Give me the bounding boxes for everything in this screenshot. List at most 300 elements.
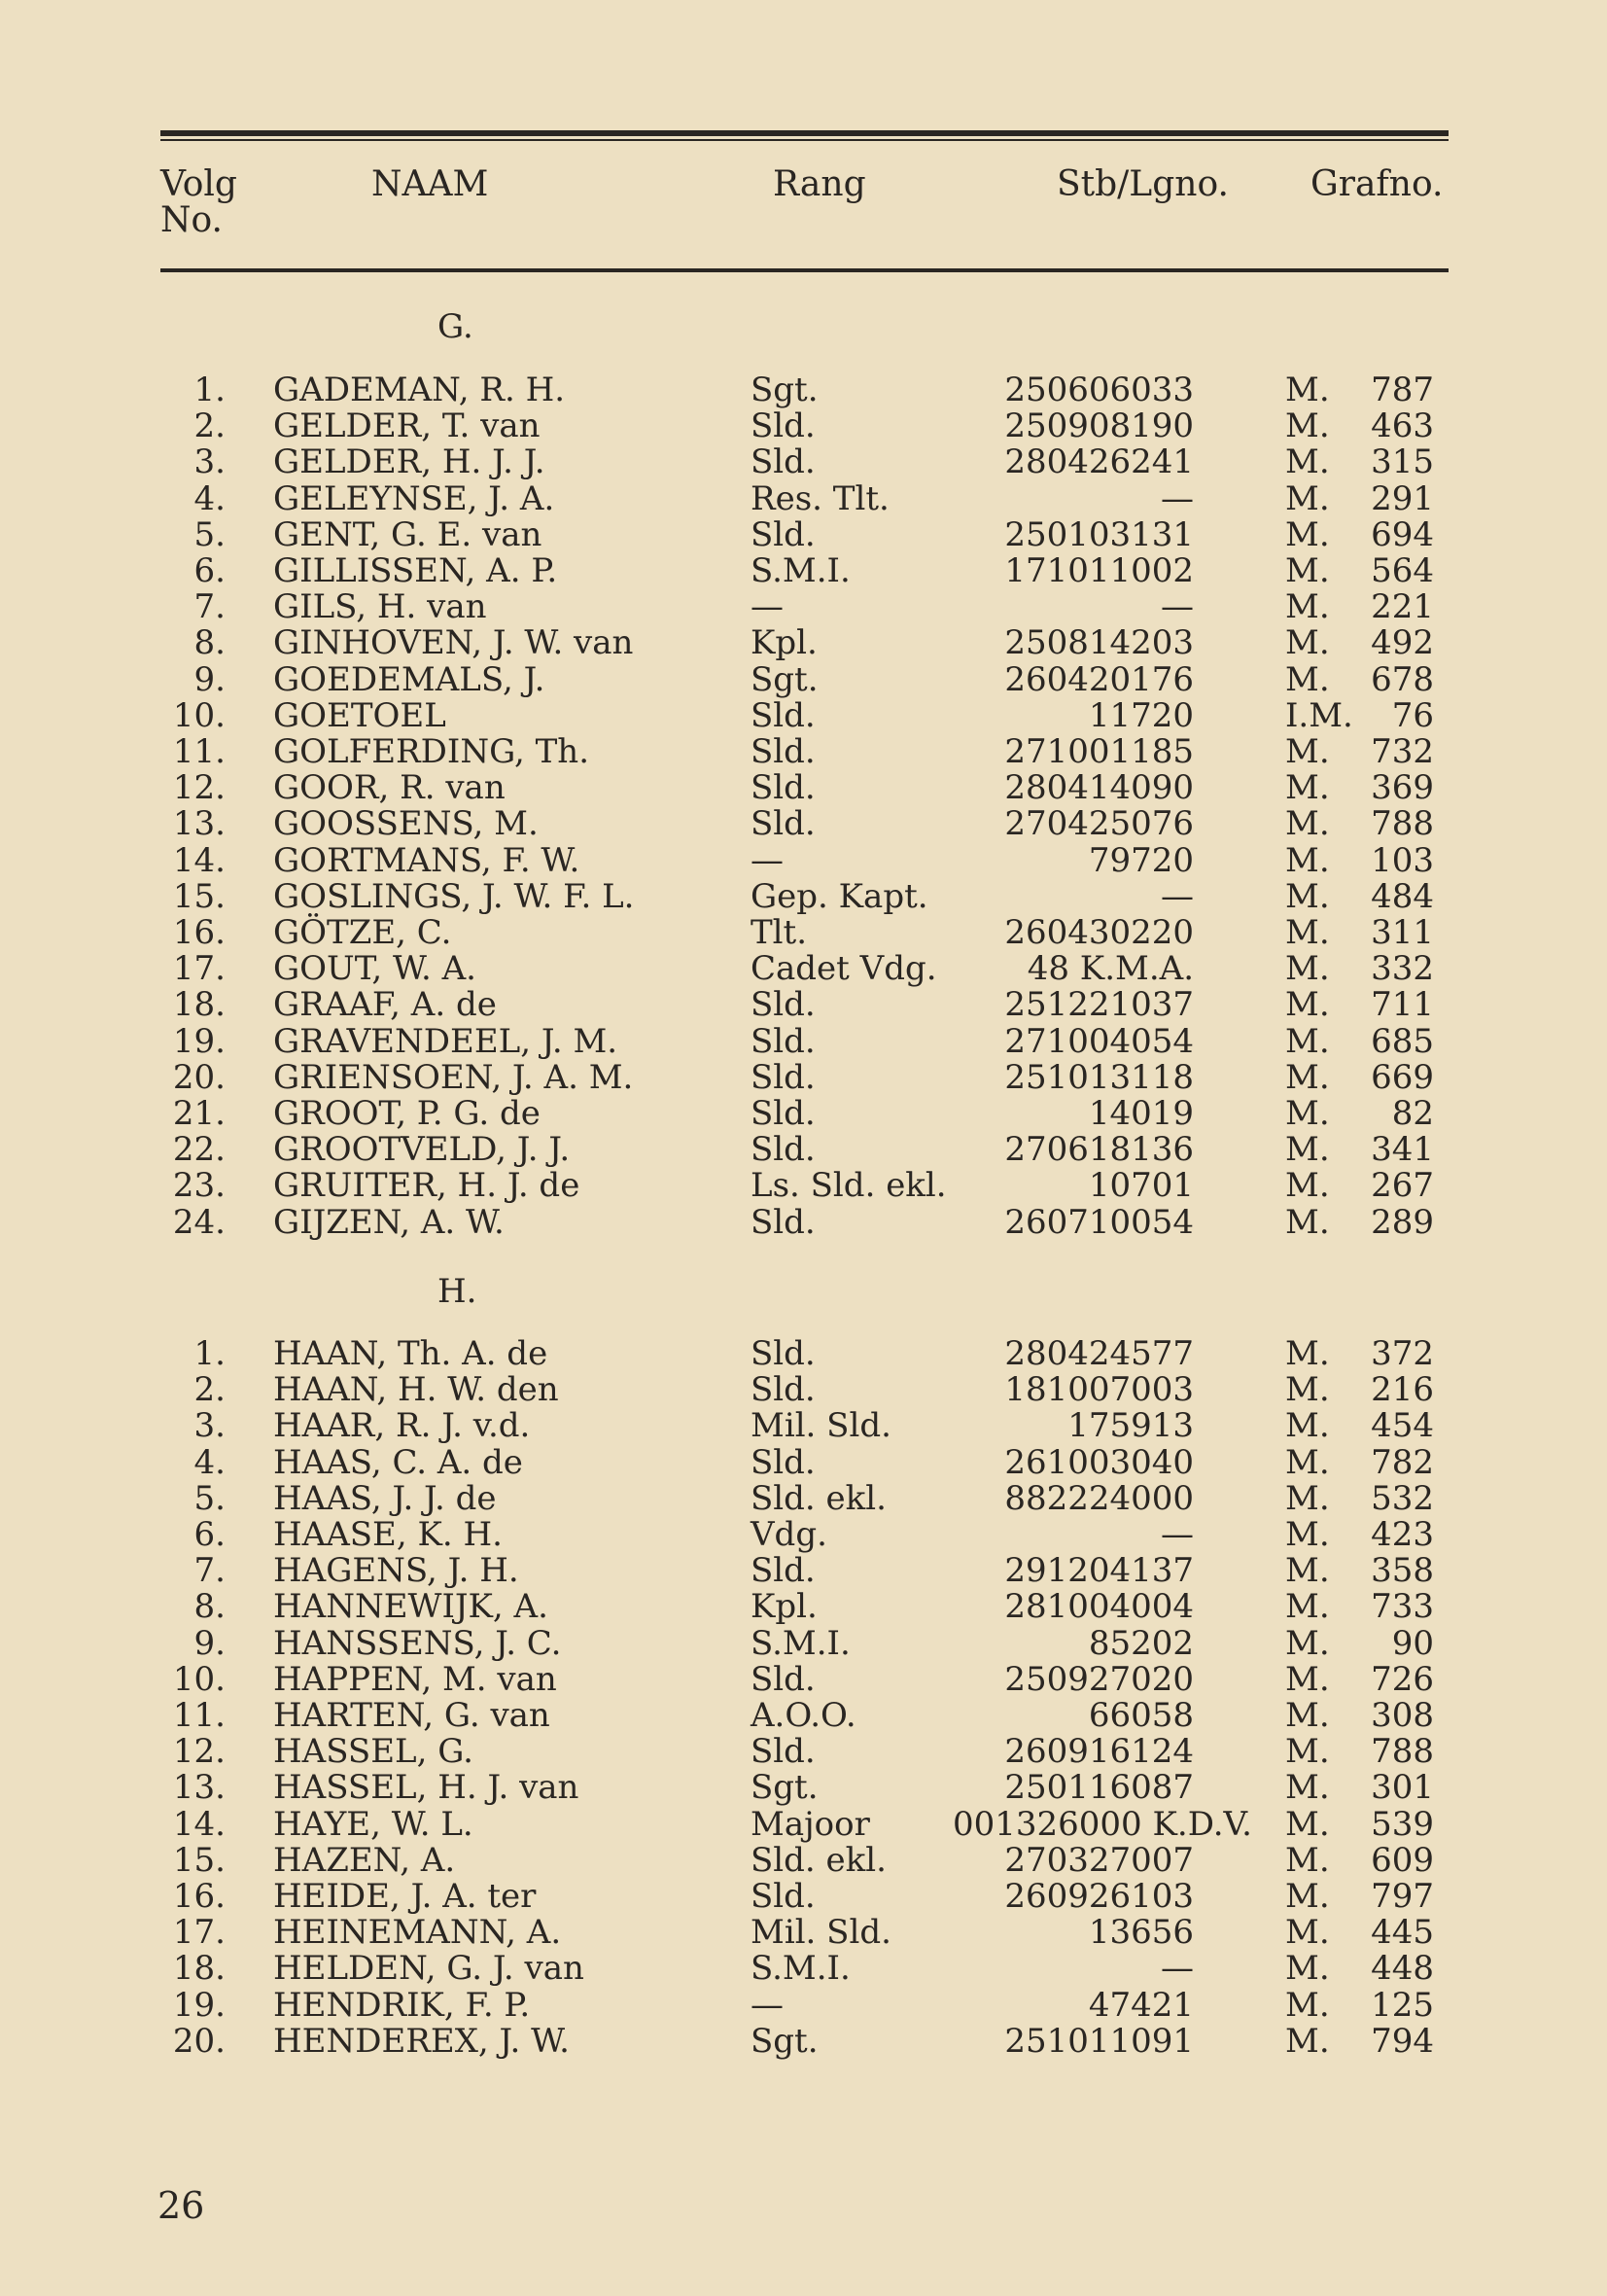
table-row [0, 1408, 1607, 1444]
cell-rang: Sld. [751, 514, 816, 554]
cell-gm: M. [1285, 1334, 1330, 1373]
cell-gn: 788 [1371, 804, 1434, 844]
cell-gm: M. [1285, 1370, 1330, 1410]
table-row [0, 1202, 1607, 1242]
cell-gn: 532 [1371, 1478, 1434, 1518]
cell-stb: 250927020 [1004, 1659, 1194, 1699]
table-row [0, 478, 1607, 518]
cell-rang: Kpl. [751, 1587, 818, 1627]
cell-no: 9. [193, 1623, 226, 1663]
cell-rang: A.O.O. [751, 1696, 856, 1735]
cell-rang: Sgt. [751, 2021, 819, 2061]
cell-gn: 315 [1371, 442, 1434, 482]
table-row [0, 915, 1607, 951]
cell-no: 13. [172, 804, 226, 844]
cell-rang: Sld. [751, 1442, 816, 1482]
cell-stb: 13656 [1088, 1913, 1194, 1953]
cell-no: 4. [193, 1442, 226, 1482]
cell-stb: — [1161, 1515, 1194, 1554]
cell-stb: 271004054 [1004, 1021, 1194, 1061]
section-heading: G. [437, 307, 473, 346]
cell-gm: M. [1285, 1623, 1330, 1663]
section-heading: H. [437, 1272, 477, 1311]
cell-no: 1. [193, 1334, 226, 1373]
cell-naam: GRUITER, H. J. de [273, 1166, 580, 1206]
cell-stb: 66058 [1088, 1696, 1194, 1735]
cell-gm: M. [1285, 1877, 1330, 1916]
cell-stb: 250103131 [1004, 514, 1194, 554]
cell-gn: 794 [1371, 2021, 1434, 2061]
cell-no: 14. [172, 840, 226, 880]
cell-rang: Sld. [751, 1370, 816, 1410]
cell-gn: 539 [1371, 1804, 1434, 1844]
table-row [0, 840, 1607, 880]
cell-gn: 733 [1371, 1587, 1434, 1627]
table-row [0, 1336, 1607, 1372]
cell-rang: Sld. [751, 768, 816, 808]
cell-rang: Sld. [751, 1094, 816, 1133]
cell-naam: GINHOVEN, J. W. van [273, 623, 634, 663]
cell-naam: HAAN, H. W. den [273, 1370, 559, 1410]
table-row [0, 1734, 1607, 1770]
cell-gn: 788 [1371, 1732, 1434, 1772]
cell-rang: S.M.I. [751, 1623, 851, 1663]
cell-no: 10. [172, 695, 226, 735]
cell-gm: M. [1285, 514, 1330, 554]
top-rule [160, 130, 1449, 141]
cell-naam: GOOSSENS, M. [273, 804, 539, 844]
cell-rang: Sld. [751, 1732, 816, 1772]
cell-gm: M. [1285, 1949, 1330, 1989]
table-row [0, 1623, 1607, 1663]
cell-stb: 250606033 [1004, 371, 1194, 409]
cell-no: 11. [172, 1696, 226, 1735]
cell-rang: — [751, 587, 784, 627]
cell-rang: Sld. [751, 406, 816, 446]
cell-no: 15. [172, 1840, 226, 1880]
cell-no: 21. [172, 1094, 226, 1133]
table-row [0, 1096, 1607, 1132]
cell-rang: Sld. [751, 804, 816, 844]
cell-naam: GILLISSEN, A. P. [273, 551, 558, 590]
cell-gm: M. [1285, 587, 1330, 627]
cell-stb: 250908190 [1004, 406, 1194, 446]
table-row [0, 514, 1607, 554]
cell-stb: 251011091 [1004, 2021, 1194, 2061]
cell-no: 19. [172, 1021, 226, 1061]
cell-stb: 280426241 [1004, 442, 1194, 482]
cell-gm: M. [1285, 1985, 1330, 2025]
cell-gn: 492 [1371, 623, 1434, 663]
cell-rang: Sld. [751, 1659, 816, 1699]
cell-naam: GRAVENDEEL, J. M. [273, 1021, 618, 1061]
cell-stb: 48 K.M.A. [1027, 949, 1194, 989]
table-row [0, 1879, 1607, 1915]
cell-no: 3. [193, 442, 226, 482]
cell-gn: 291 [1371, 478, 1434, 518]
cell-gn: 484 [1371, 876, 1434, 916]
table-row [0, 1553, 1607, 1589]
cell-no: 8. [193, 1587, 226, 1627]
cell-no: 5. [193, 514, 226, 554]
table-row [0, 1659, 1607, 1699]
cell-rang: Ls. Sld. ekl. [751, 1166, 947, 1206]
cell-rang: Sld. [751, 732, 816, 771]
cell-gn: 103 [1371, 840, 1434, 880]
cell-naam: GELDER, H. J. J. [273, 442, 545, 482]
cell-gn: 669 [1371, 1057, 1434, 1097]
cell-naam: HEINEMANN, A. [273, 1913, 562, 1953]
cell-no: 12. [172, 768, 226, 808]
cell-gn: 694 [1371, 514, 1434, 554]
header-grafno: Grafno. [1310, 164, 1444, 204]
cell-stb: 250116087 [1004, 1768, 1194, 1808]
table-row [0, 1770, 1607, 1806]
cell-no: 12. [172, 1732, 226, 1772]
cell-gm: M. [1285, 1587, 1330, 1627]
table-row [0, 1804, 1607, 1844]
cell-stb: 261003040 [1004, 1442, 1194, 1482]
cell-naam: GORTMANS, F. W. [273, 840, 580, 880]
cell-rang: Sld. [751, 1334, 816, 1373]
cell-rang: Vdg. [751, 1515, 827, 1554]
cell-naam: HAPPEN, M. van [273, 1659, 557, 1699]
cell-gm: M. [1285, 623, 1330, 663]
cell-no: 16. [172, 913, 226, 952]
cell-naam: GÖTZE, C. [273, 913, 452, 952]
cell-naam: GELEYNSE, J. A. [273, 478, 555, 518]
cell-gm: M. [1285, 949, 1330, 989]
cell-naam: GOOR, R. van [273, 768, 506, 808]
cell-gm: M. [1285, 1768, 1330, 1808]
table-row [0, 444, 1607, 480]
cell-rang: S.M.I. [751, 1949, 851, 1989]
cell-gm: M. [1285, 804, 1330, 844]
cell-gn: 221 [1371, 587, 1434, 627]
cell-gm: M. [1285, 876, 1330, 916]
cell-gn: 726 [1371, 1659, 1434, 1699]
cell-no: 10. [172, 1659, 226, 1699]
cell-no: 6. [193, 1515, 226, 1554]
table-row [0, 372, 1607, 408]
table-row [0, 770, 1607, 806]
cell-gm: M. [1285, 406, 1330, 446]
cell-gn: 82 [1391, 1094, 1434, 1133]
cell-stb: 14019 [1088, 1094, 1194, 1133]
cell-naam: HENDEREX, J. W. [273, 2021, 570, 2061]
cell-stb: 001326000 K.D.V. [953, 1804, 1252, 1844]
table-row [0, 1478, 1607, 1518]
cell-no: 6. [193, 551, 226, 590]
cell-gn: 732 [1371, 732, 1434, 771]
cell-gm: M. [1285, 1021, 1330, 1061]
cell-gm: M. [1285, 371, 1330, 409]
table-row [0, 625, 1607, 661]
page-number: 26 [157, 2184, 205, 2227]
cell-gm: M. [1285, 1913, 1330, 1953]
cell-rang: — [751, 1985, 784, 2025]
cell-gm: M. [1285, 840, 1330, 880]
cell-gn: 125 [1371, 1985, 1434, 2025]
cell-stb: 10701 [1088, 1166, 1194, 1206]
cell-gn: 289 [1371, 1202, 1434, 1242]
cell-naam: HANNEWIJK, A. [273, 1587, 548, 1627]
cell-naam: HAYE, W. L. [273, 1804, 473, 1844]
cell-naam: GOSLINGS, J. W. F. L. [273, 876, 635, 916]
cell-gm: M. [1285, 1057, 1330, 1097]
cell-stb: — [1161, 1949, 1194, 1989]
cell-gm: M. [1285, 1094, 1330, 1133]
cell-rang: Sld. [751, 1202, 816, 1242]
cell-naam: GOEDEMALS, J. [273, 659, 545, 699]
cell-gm: M. [1285, 1696, 1330, 1735]
cell-naam: HAAS, J. J. de [273, 1478, 497, 1518]
cell-gm: M. [1285, 1166, 1330, 1206]
cell-no: 9. [193, 659, 226, 699]
cell-stb: 11720 [1088, 695, 1194, 735]
cell-rang: Sgt. [751, 659, 819, 699]
cell-gn: 797 [1371, 1877, 1434, 1916]
cell-stb: 280414090 [1004, 768, 1194, 808]
cell-gm: I.M. [1285, 695, 1353, 735]
cell-gm: M. [1285, 1442, 1330, 1482]
cell-stb: 291204137 [1004, 1551, 1194, 1591]
cell-naam: HAZEN, A. [273, 1840, 456, 1880]
cell-no: 13. [172, 1768, 226, 1808]
cell-gn: 301 [1371, 1768, 1434, 1808]
cell-gn: 678 [1371, 659, 1434, 699]
cell-no: 4. [193, 478, 226, 518]
cell-no: 7. [193, 1551, 226, 1591]
cell-naam: GOLFERDING, Th. [273, 732, 590, 771]
cell-no: 18. [172, 985, 226, 1025]
cell-naam: GELDER, T. van [273, 406, 541, 446]
cell-naam: GOETOEL [273, 695, 446, 735]
cell-rang: Tlt. [751, 913, 808, 952]
table-row [0, 1951, 1607, 1987]
cell-naam: GROOTVELD, J. J. [273, 1130, 571, 1170]
cell-gn: 711 [1371, 985, 1434, 1025]
cell-no: 20. [172, 2021, 226, 2061]
header-naam: NAAM [371, 164, 489, 204]
cell-gm: M. [1285, 442, 1330, 482]
cell-no: 22. [172, 1130, 226, 1170]
cell-no: 19. [172, 1985, 226, 2025]
cell-stb: — [1161, 478, 1194, 518]
cell-rang: Kpl. [751, 623, 818, 663]
cell-stb: 281004004 [1004, 1587, 1194, 1627]
cell-gn: 369 [1371, 768, 1434, 808]
table-row [0, 734, 1607, 770]
table-row [0, 1589, 1607, 1625]
cell-naam: HAAR, R. J. v.d. [273, 1406, 531, 1446]
table-row [0, 876, 1607, 916]
cell-naam: GENT, G. E. van [273, 514, 542, 554]
cell-rang: Res. Tlt. [751, 478, 890, 518]
cell-gn: 216 [1371, 1370, 1434, 1410]
table-row [0, 589, 1607, 625]
cell-gn: 332 [1371, 949, 1434, 989]
cell-stb: 181007003 [1004, 1370, 1194, 1410]
cell-gm: M. [1285, 1202, 1330, 1242]
header-volg: Volg [160, 164, 237, 204]
cell-rang: Sld. [751, 1130, 816, 1170]
cell-rang: Sld. ekl. [751, 1840, 887, 1880]
cell-stb: 79720 [1088, 840, 1194, 880]
cell-gm: M. [1285, 1551, 1330, 1591]
cell-no: 2. [193, 406, 226, 446]
cell-no: 23. [172, 1166, 226, 1206]
table-row [0, 1985, 1607, 2025]
cell-no: 24. [172, 1202, 226, 1242]
cell-no: 7. [193, 587, 226, 627]
cell-no: 11. [172, 732, 226, 771]
cell-gm: M. [1285, 1406, 1330, 1446]
cell-no: 18. [172, 1949, 226, 1989]
table-row [0, 1132, 1607, 1168]
cell-gm: M. [1285, 551, 1330, 590]
cell-no: 1. [193, 371, 226, 409]
table-row [0, 987, 1607, 1023]
cell-rang: Mil. Sld. [751, 1913, 891, 1953]
cell-gm: M. [1285, 1515, 1330, 1554]
cell-rang: S.M.I. [751, 551, 851, 590]
table-row [0, 408, 1607, 444]
cell-no: 15. [172, 876, 226, 916]
cell-rang: Sld. [751, 695, 816, 735]
cell-rang: Sgt. [751, 371, 819, 409]
cell-rang: Sgt. [751, 1768, 819, 1808]
table-row [0, 1021, 1607, 1061]
cell-stb: 260926103 [1004, 1877, 1194, 1916]
cell-gn: 267 [1371, 1166, 1434, 1206]
cell-stb: 251221037 [1004, 985, 1194, 1025]
cell-stb: — [1161, 587, 1194, 627]
cell-gm: M. [1285, 1732, 1330, 1772]
cell-no: 14. [172, 1804, 226, 1844]
cell-no: 2. [193, 1370, 226, 1410]
cell-stb: 260430220 [1004, 913, 1194, 952]
cell-naam: GROOT, P. G. de [273, 1094, 541, 1133]
cell-gm: M. [1285, 1478, 1330, 1518]
table-row [0, 1168, 1607, 1204]
cell-stb: 251013118 [1004, 1057, 1194, 1097]
cell-naam: HASSEL, H. J. van [273, 1768, 579, 1808]
cell-no: 3. [193, 1406, 226, 1446]
table-row [0, 553, 1607, 589]
cell-gm: M. [1285, 659, 1330, 699]
table-row [0, 1372, 1607, 1408]
cell-stb: 270425076 [1004, 804, 1194, 844]
table-row [0, 1915, 1607, 1951]
table-row [0, 1057, 1607, 1097]
cell-gn: 358 [1371, 1551, 1434, 1591]
cell-gm: M. [1285, 985, 1330, 1025]
cell-rang: Majoor [751, 1804, 870, 1844]
cell-no: 20. [172, 1057, 226, 1097]
cell-no: 5. [193, 1478, 226, 1518]
cell-gn: 463 [1371, 406, 1434, 446]
cell-rang: Gep. Kapt. [751, 876, 928, 916]
cell-rang: — [751, 840, 784, 880]
cell-gn: 76 [1391, 695, 1434, 735]
table-row [0, 1517, 1607, 1553]
cell-gm: M. [1285, 768, 1330, 808]
cell-naam: GILS, H. van [273, 587, 487, 627]
cell-gm: M. [1285, 2021, 1330, 2061]
table-row [0, 659, 1607, 699]
cell-naam: GRAAF, A. de [273, 985, 497, 1025]
cell-gm: M. [1285, 1804, 1330, 1844]
cell-naam: GIJZEN, A. W. [273, 1202, 505, 1242]
cell-naam: HEIDE, J. A. ter [273, 1877, 537, 1916]
cell-gm: M. [1285, 913, 1330, 952]
cell-gn: 372 [1371, 1334, 1434, 1373]
cell-naam: HASSEL, G. [273, 1732, 473, 1772]
cell-gm: M. [1285, 478, 1330, 518]
cell-gn: 685 [1371, 1021, 1434, 1061]
cell-stb: 175913 [1067, 1406, 1194, 1446]
cell-rang: Sld. [751, 1551, 816, 1591]
cell-stb: 260420176 [1004, 659, 1194, 699]
cell-stb: 47421 [1088, 1985, 1194, 2025]
cell-gn: 448 [1371, 1949, 1434, 1989]
cell-gn: 308 [1371, 1696, 1434, 1735]
cell-gn: 609 [1371, 1840, 1434, 1880]
cell-rang: Mil. Sld. [751, 1406, 891, 1446]
table-row [0, 806, 1607, 842]
cell-stb: 280424577 [1004, 1334, 1194, 1373]
header-rule [160, 268, 1449, 272]
cell-rang: Sld. [751, 985, 816, 1025]
cell-gn: 311 [1371, 913, 1434, 952]
cell-naam: GRIENSOEN, J. A. M. [273, 1057, 634, 1097]
header-no: No. [160, 200, 223, 240]
cell-no: 8. [193, 623, 226, 663]
cell-gm: M. [1285, 1840, 1330, 1880]
cell-rang: Sld. [751, 1021, 816, 1061]
cell-rang: Sld. [751, 1877, 816, 1916]
cell-stb: 270618136 [1004, 1130, 1194, 1170]
cell-gm: M. [1285, 1130, 1330, 1170]
cell-gn: 423 [1371, 1515, 1434, 1554]
cell-stb: 260710054 [1004, 1202, 1194, 1242]
cell-naam: HAAN, Th. A. de [273, 1334, 548, 1373]
cell-gn: 782 [1371, 1442, 1434, 1482]
cell-gn: 787 [1371, 371, 1434, 409]
cell-stb: 85202 [1088, 1623, 1194, 1663]
cell-gn: 90 [1391, 1623, 1434, 1663]
cell-stb: 271001185 [1004, 732, 1194, 771]
cell-rang: Cadet Vdg. [751, 949, 937, 989]
table-row [0, 1698, 1607, 1734]
cell-stb: 260916124 [1004, 1732, 1194, 1772]
cell-naam: HANSSENS, J. C. [273, 1623, 562, 1663]
cell-naam: HAAS, C. A. de [273, 1442, 523, 1482]
cell-stb: 882224000 [1004, 1478, 1194, 1518]
cell-naam: HAASE, K. H. [273, 1515, 503, 1554]
table-row [0, 951, 1607, 987]
cell-naam: HAGENS, J. H. [273, 1551, 519, 1591]
cell-naam: GOUT, W. A. [273, 949, 476, 989]
cell-no: 17. [172, 949, 226, 989]
cell-gn: 445 [1371, 1913, 1434, 1953]
cell-stb: — [1161, 876, 1194, 916]
header-stb: Stb/Lgno. [1057, 164, 1229, 204]
cell-gn: 341 [1371, 1130, 1434, 1170]
table-row [0, 695, 1607, 735]
cell-gn: 454 [1371, 1406, 1434, 1446]
